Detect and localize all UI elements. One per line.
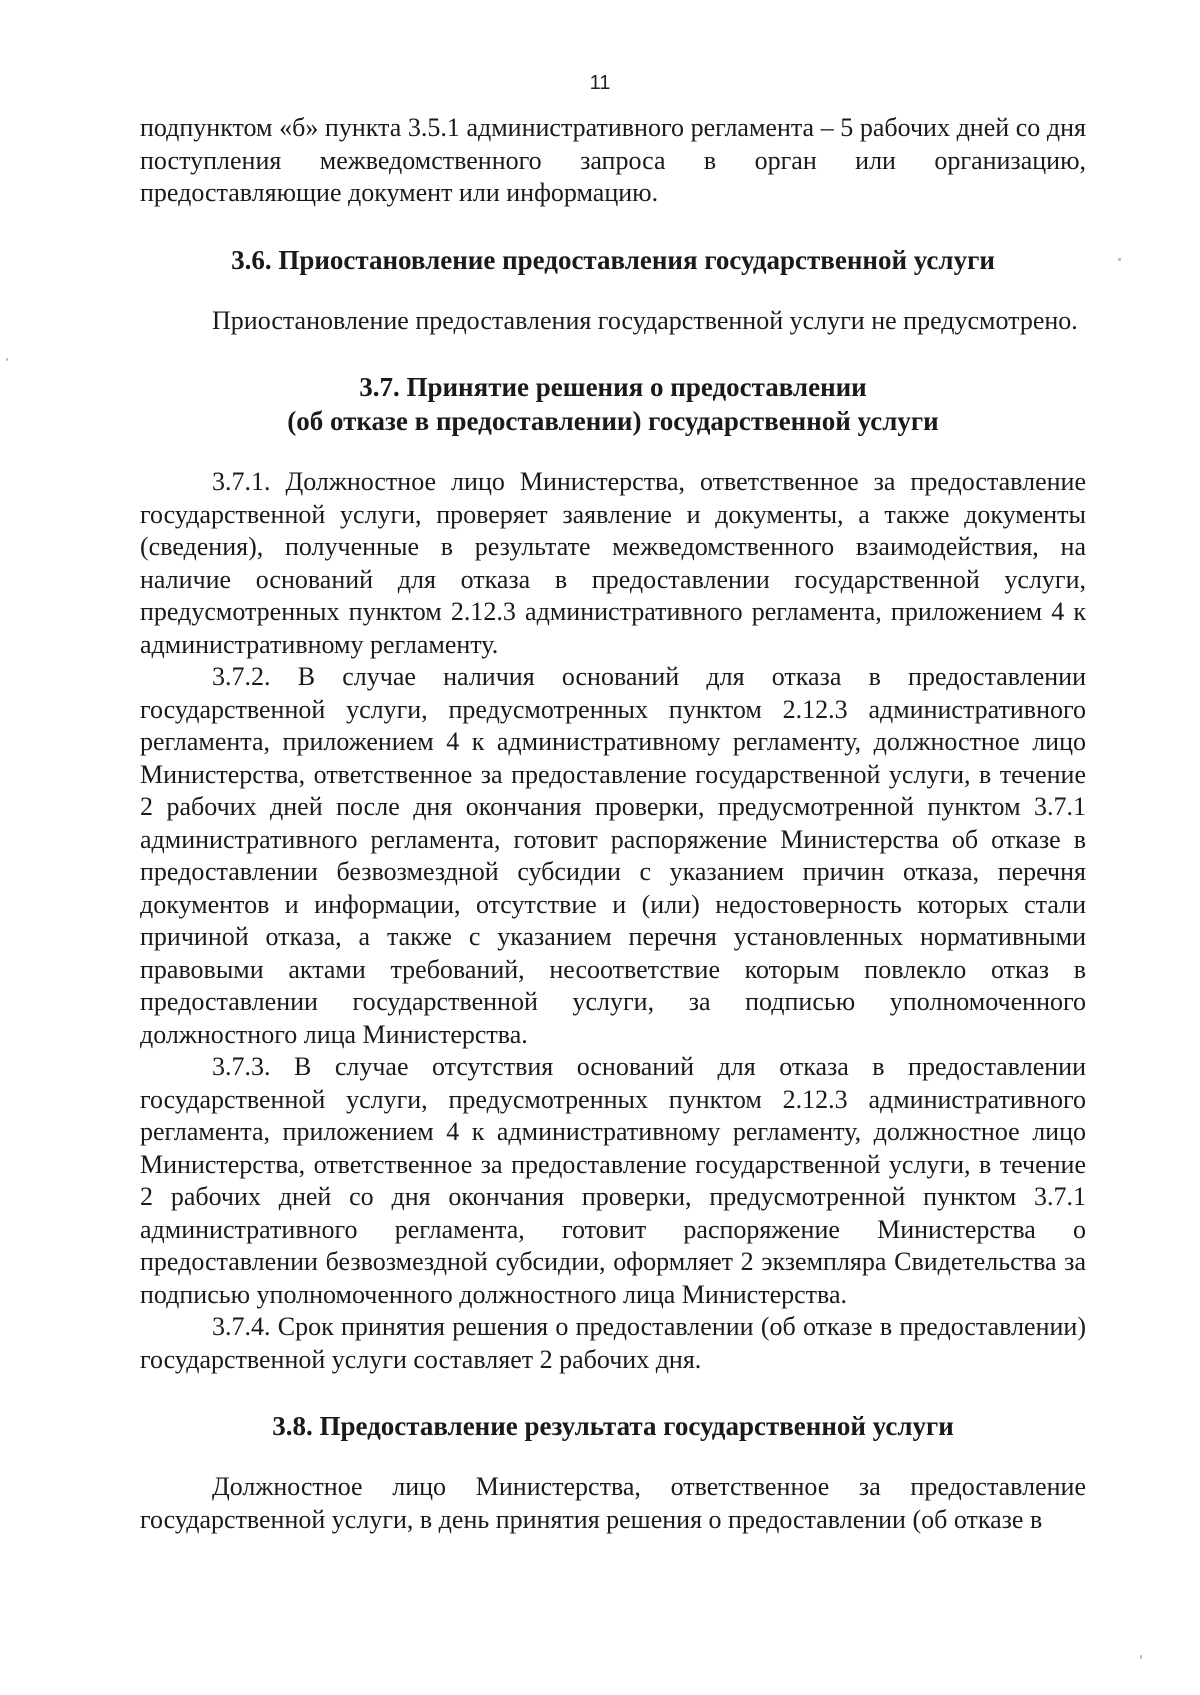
section-3-7-heading <box>140 370 1086 438</box>
paragraph-3-7-4: 3.7.4. Срок принятия решения о предоставлении (об отказе в предоставлении) государственной услуги составляет 2 рабочих дня. <box>140 1312 1086 1374</box>
section-3-8-heading: 3.8. Предоставление результата государственной услуги <box>272 1411 954 1441</box>
section-3-6-paragraph: Приостановление предоставления государственной услуги не предусмотрено. <box>212 305 1078 335</box>
section-3-7-heading-line2: (об отказе в предоставлении) государственной услуги <box>287 406 939 436</box>
section-3-8-paragraph: Должностное лицо Министерства, ответственное за предоставление государственной услуги, в день принятия решения о предоставлении (об отказе в <box>140 1472 1086 1534</box>
document-body <box>140 112 1086 1536</box>
scan-speck <box>1140 1655 1142 1659</box>
section-3-7-heading-line1: 3.7. Принятие решения о предоставлении <box>359 372 867 402</box>
scan-speck <box>1118 258 1121 261</box>
section-3-6-heading: 3.6. Приостановление предоставления государственной услуги <box>231 244 995 275</box>
paragraph-3-7-1: 3.7.1. Должностное лицо Министерства, ответственное за предоставление государственной услуги, проверяет заявление и документы, а также документы (сведения), полученные в результате межведомственного взаимодействия, на наличие оснований для отказа в предоставлении государственной услуги, предусмотренных пунктом 2.12.3 административного регламента, приложением 4 к административному регламенту. <box>140 467 1086 659</box>
scan-speck <box>6 358 8 361</box>
paragraph-3-7-2: 3.7.2. В случае наличия оснований для отказа в предоставлении государственной услуги, предусмотренных пунктом 2.12.3 административного регламента, приложением 4 к административному регламенту, должностное лицо Министерства, ответственное за предоставление государственной услуги, в течение 2 рабочих дней после дня окончания проверки, предусмотренной пунктом 3.7.1 административного регламента, готовит распоряжение Министерства об отказе в предоставлении безвозмездной субсидии с указанием причин отказа, перечня документов и информации, отсутствие и (или) недостоверность которых стали причиной отказа, а также с указанием перечня установленных нормативными правовыми актами требований, несоответствие которым повлекло отказ в предоставлении государственной услуги, за подписью уполномоченного должностного лица Министерства. <box>140 662 1086 1049</box>
paragraph-3-7-3: 3.7.3. В случае отсутствия оснований для отказа в предоставлении государственной услуги, предусмотренных пунктом 2.12.3 административного регламента, приложением 4 к административному регламенту, должностное лицо Министерства, ответственное за предоставление государственной услуги, в течение 2 рабочих дней со дня окончания проверки, предусмотренной пунктом 3.7.1 административного регламента, готовит распоряжение Министерства о предоставлении безвозмездной субсидии, оформляет 2 экземпляра Свидетельства за подписью уполномоченного должностного лица Министерства. <box>140 1052 1086 1309</box>
intro-paragraph: подпунктом «б» пункта 3.5.1 административного регламента – 5 рабочих дней со дня поступления межведомственного запроса в орган или организацию, предоставляющие документ или информацию. <box>140 113 1086 207</box>
page-number: 11 <box>589 72 611 94</box>
